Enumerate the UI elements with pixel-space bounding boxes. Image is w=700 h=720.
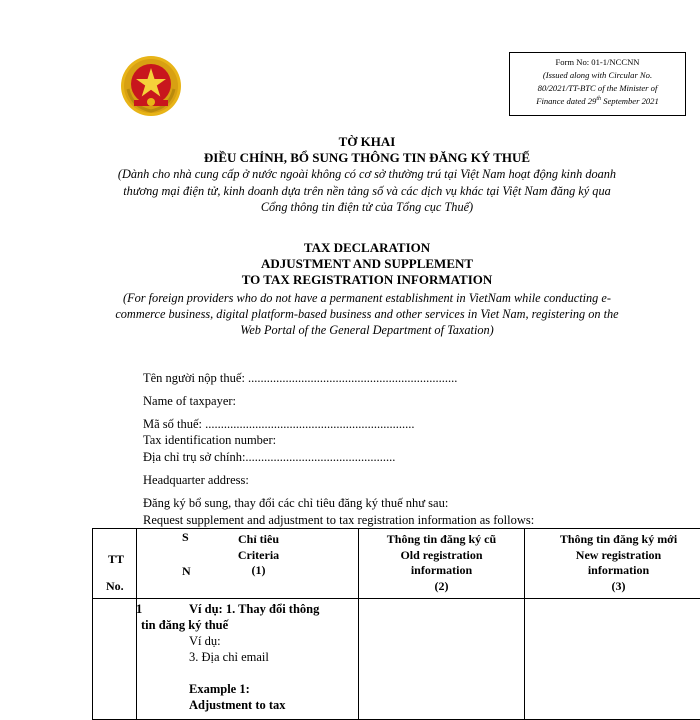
form-number-box bbox=[509, 52, 686, 116]
vn-note-2: thương mại điện tử, kinh doanh dựa trên nền tảng số và các dịch vụ khác tại Việt Nam đăng ký qua bbox=[0, 183, 700, 200]
vn-title-1: TỜ KHAI bbox=[0, 134, 700, 149]
old-vn: Thông tin đăng ký cũ bbox=[359, 532, 524, 548]
header-old-info bbox=[359, 529, 525, 599]
circular-date-sup: th bbox=[596, 96, 601, 102]
header-n: N bbox=[182, 564, 191, 580]
vn-note-3: Cổng thông tin điện tử của Tổng cục Thuế) bbox=[0, 199, 700, 216]
table-header-row bbox=[93, 529, 700, 599]
row-new-info-cell bbox=[525, 599, 700, 720]
example-item-vn: 3. Địa chỉ email bbox=[189, 649, 269, 665]
registration-table bbox=[92, 528, 700, 720]
new-vn: Thông tin đăng ký mới bbox=[525, 532, 700, 548]
criteria-en: Criteria bbox=[159, 548, 358, 564]
en-title-3: TO TAX REGISTRATION INFORMATION bbox=[0, 272, 700, 287]
vn-title-2: ĐIỀU CHỈNH, BỔ SUNG THÔNG TIN ĐĂNG KÝ THUẾ bbox=[0, 150, 700, 165]
table-row bbox=[93, 599, 700, 720]
example-en: Example 1: bbox=[189, 681, 250, 697]
header-no-label: No. bbox=[106, 579, 124, 595]
request-en: Request supplement and adjustment to tax registration information as follows: bbox=[143, 513, 534, 528]
circular-line-2: 80/2021/TT-BTC of the Minister of bbox=[514, 82, 681, 95]
new-num: (3) bbox=[525, 579, 700, 595]
en-note-2: commerce business, digital platform-based business and other services in Viet Nam, registering on the bbox=[0, 306, 700, 323]
hq-address-en: Headquarter address: bbox=[143, 473, 249, 488]
old-en-2: information bbox=[359, 563, 524, 579]
vietnam-national-emblem-icon bbox=[120, 55, 182, 117]
row-old-info-cell bbox=[359, 599, 525, 720]
hq-address-vn: Địa chỉ trụ sở chính:................................................ bbox=[143, 450, 395, 465]
vn-note-1: (Dành cho nhà cung cấp ở nước ngoài không có cơ sở thường trú tại Việt Nam hoạt động kinh doanh bbox=[0, 166, 700, 183]
en-title-2: ADJUSTMENT AND SUPPLEMENT bbox=[0, 256, 700, 271]
tin-vn: Mã số thuế: ................................................................... bbox=[143, 417, 415, 432]
example-sub-vn: Ví dụ: bbox=[189, 633, 221, 649]
header-new-info bbox=[525, 529, 700, 599]
row-number: 1 bbox=[136, 601, 142, 617]
circular-line-3 bbox=[514, 95, 681, 108]
en-title-1: TAX DECLARATION bbox=[0, 240, 700, 255]
row-number-cell bbox=[93, 599, 137, 720]
header-criteria bbox=[137, 529, 359, 599]
circular-date-pre: Finance dated 29 bbox=[536, 96, 596, 106]
adjust-en: Adjustment to tax bbox=[189, 697, 286, 713]
circular-line-1: (Issued along with Circular No. bbox=[514, 69, 681, 82]
old-num: (2) bbox=[359, 579, 524, 595]
new-en-2: information bbox=[525, 563, 700, 579]
criteria-num: (1) bbox=[159, 563, 358, 579]
old-en-1: Old registration bbox=[359, 548, 524, 564]
example-vn-line-1: Ví dụ: 1. Thay đổi thông bbox=[189, 601, 319, 617]
form-number: Form No: 01-1/NCCNN bbox=[514, 56, 681, 69]
new-en-1: New registration bbox=[525, 548, 700, 564]
circular-date-post: September 2021 bbox=[601, 96, 659, 106]
taxpayer-name-en: Name of taxpayer: bbox=[143, 394, 236, 409]
row-criteria-cell bbox=[137, 599, 359, 720]
taxpayer-name-vn: Tên người nộp thuế: ................................................................... bbox=[143, 371, 457, 386]
header-s: S bbox=[182, 530, 189, 546]
en-note-1: (For foreign providers who do not have a permanent establishment in VietNam while conducting e- bbox=[0, 290, 700, 307]
header-tt bbox=[93, 529, 137, 599]
example-vn-line-2: tin đăng ký thuế bbox=[141, 617, 228, 633]
header-tt-label: TT bbox=[108, 552, 124, 568]
tin-en: Tax identification number: bbox=[143, 433, 276, 448]
en-note-3: Web Portal of the General Department of Taxation) bbox=[0, 322, 700, 339]
criteria-vn: Chỉ tiêu bbox=[159, 532, 358, 548]
request-vn: Đăng ký bổ sung, thay đổi các chỉ tiêu đăng ký thuế như sau: bbox=[143, 496, 448, 511]
